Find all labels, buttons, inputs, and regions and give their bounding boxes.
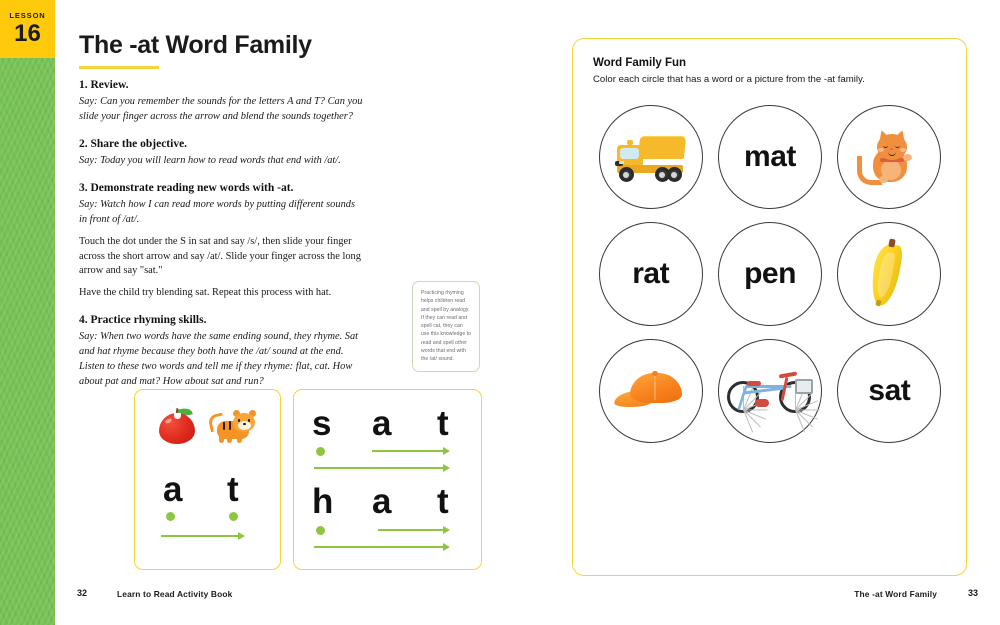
cat-icon xyxy=(857,128,921,186)
sound-dot xyxy=(316,447,325,456)
activity-circle-cat[interactable] xyxy=(837,105,941,209)
sound-dot xyxy=(316,526,325,535)
activity-circle-cap[interactable] xyxy=(599,339,703,443)
lesson-tab xyxy=(0,0,55,58)
letter-tile-a: a xyxy=(372,482,392,521)
activity-circle-banana[interactable] xyxy=(837,222,941,326)
green-edge-stripe xyxy=(0,0,55,625)
activity-box-a xyxy=(134,389,281,570)
tip-callout xyxy=(412,281,480,372)
section-heading-3: 3. Demonstrate reading new words with -at. xyxy=(79,182,294,195)
left-page xyxy=(55,0,500,625)
dump-truck-icon xyxy=(615,131,687,183)
tiger-stripe xyxy=(223,422,225,430)
apple-icon xyxy=(157,406,197,444)
sound-dot xyxy=(229,512,238,521)
page-number-right: 33 xyxy=(967,588,978,598)
letter-tile-h: h xyxy=(312,482,334,521)
section-3-paragraph-1 xyxy=(79,198,364,228)
footer-lesson-title: The -at Word Family xyxy=(854,589,937,599)
page-number-left: 32 xyxy=(77,588,88,598)
short-blend-arrow xyxy=(372,446,450,456)
panel-title: Word Family Fun xyxy=(593,57,687,69)
circle-grid xyxy=(591,105,949,443)
circle-word: sat xyxy=(868,374,911,407)
activity-circle-sat[interactable] xyxy=(837,339,941,443)
bicycle-icon xyxy=(727,363,813,419)
activity-circle-mat[interactable] xyxy=(718,105,822,209)
letter-tile-t: t xyxy=(227,470,239,509)
tiger-stripe xyxy=(229,421,231,430)
page-title: The -at Word Family xyxy=(79,31,312,59)
say-label-1: Say: xyxy=(79,96,101,108)
section-4-text-1: When two words have the same ending sound, they rhyme. Sat and hat rhyme because they both have the /at/ sound at the end. Listen to these two words and tell me if they rhyme: flat, cat. How about pat and mat? How about sat and run? xyxy=(79,331,359,387)
lesson-tab-label: LESSON xyxy=(9,11,46,21)
footer-book-title: Learn to Read Activity Book xyxy=(117,589,233,599)
letter-tile-a: a xyxy=(372,404,392,443)
letter-tile-a: a xyxy=(163,470,183,509)
say-label-4: Say: xyxy=(79,331,101,343)
activity-circle-truck[interactable] xyxy=(599,105,703,209)
activity-circle-rat[interactable] xyxy=(599,222,703,326)
letter-tile-s: s xyxy=(312,404,332,443)
apple-dimple xyxy=(174,413,181,419)
tiger-icon xyxy=(209,407,261,447)
section-3-paragraph-2: Touch the dot under the S in sat and say /s/, then slide your finger across the short arrow and say /at/. Slide your finger across the long arrow and say "sat." xyxy=(79,235,361,277)
long-blend-arrow xyxy=(314,542,450,552)
section-heading-4: 4. Practice rhyming skills. xyxy=(79,314,207,327)
section-2-paragraph-1 xyxy=(79,154,364,169)
section-2-text-1: Today you will learn how to read words that end with /at/. xyxy=(100,155,341,167)
activity-circle-pen[interactable] xyxy=(718,222,822,326)
circle-word: pen xyxy=(744,257,796,290)
panel-instructions: Color each circle that has a word or a picture from the -at family. xyxy=(593,74,865,85)
letter-tile-t: t xyxy=(437,404,449,443)
section-heading-2: 2. Share the objective. xyxy=(79,137,188,150)
activity-box-b xyxy=(293,389,482,570)
lesson-tab-number: 16 xyxy=(14,19,41,47)
word-family-fun-panel xyxy=(572,38,967,576)
section-heading-1: 1. Review. xyxy=(79,79,129,91)
short-blend-arrow xyxy=(378,525,450,535)
instruction-column xyxy=(79,78,364,396)
cap-icon xyxy=(614,369,688,413)
banana-icon xyxy=(869,238,909,310)
title-underline xyxy=(79,66,159,69)
section-3-paragraph-3: Have the child try blending sat. Repeat this process with hat. xyxy=(79,287,332,299)
letter-tile-t: t xyxy=(437,482,449,521)
section-4-paragraph-1 xyxy=(79,330,364,389)
say-label-3: Say: xyxy=(79,199,101,211)
circle-word: rat xyxy=(632,257,670,290)
say-label-2: Say: xyxy=(79,155,101,167)
sound-dot xyxy=(166,512,175,521)
tiger-nose xyxy=(243,423,246,425)
right-page xyxy=(500,0,1000,625)
tip-callout-text: Practicing rhyming helps children read and spell by analogy. If they can read and spell cat, they can use this knowledge to read and spell other words that end with the /at/ sound. xyxy=(421,290,472,362)
long-blend-arrow xyxy=(314,463,450,473)
blend-arrow xyxy=(161,531,245,541)
activity-circle-bicycle[interactable] xyxy=(718,339,822,443)
section-3-text-1: Watch how I can read more words by putting different sounds in front of /at/. xyxy=(79,199,356,226)
section-1-paragraph-1 xyxy=(79,95,364,125)
circle-word: mat xyxy=(744,140,796,173)
section-1-text-1: Can you remember the sounds for the letters A and T? Can you slide your finger across the arrow and blend the sounds together? xyxy=(79,96,363,123)
